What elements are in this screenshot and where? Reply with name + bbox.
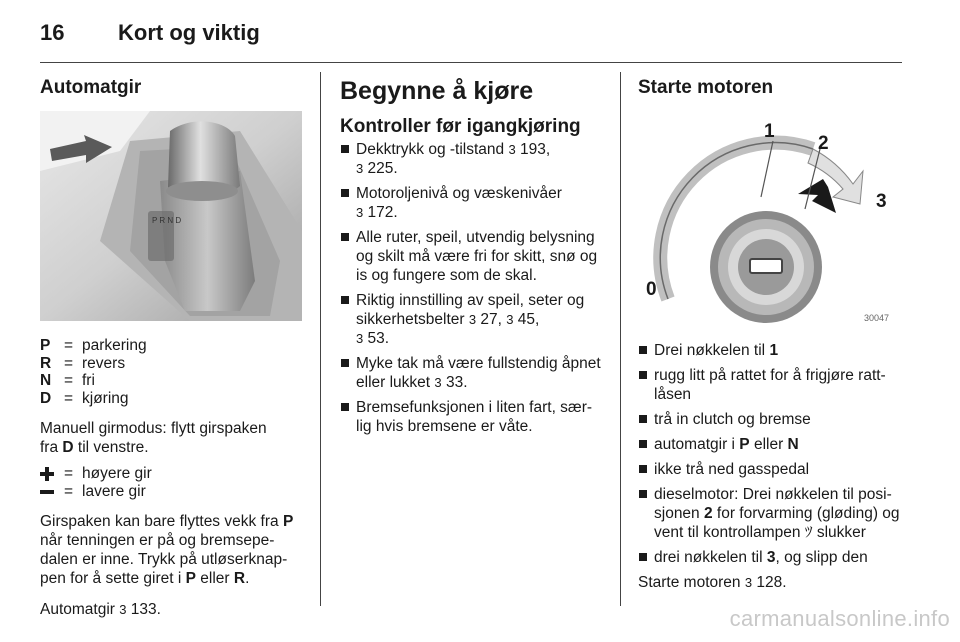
list-item: automatgir i P eller N	[638, 435, 902, 454]
page-ref-arrow-icon: 3	[356, 161, 364, 176]
gear-eq: =	[64, 354, 74, 372]
list-item: Drei nøkkelen til 1	[638, 341, 902, 360]
column-begynne	[340, 72, 608, 442]
gear-definition-list	[40, 337, 302, 407]
gear-key: R	[40, 354, 52, 372]
list-item: trå in clutch og bremse	[638, 410, 902, 429]
gear-key: D	[40, 389, 52, 407]
page-header	[40, 20, 260, 52]
minus-icon	[40, 483, 64, 500]
subsection-heading-kontroller: Kontroller før igangkjøring	[340, 116, 581, 137]
dial-label-0: 0	[646, 279, 657, 300]
list-item: Motoroljenivå og væskenivåer 3 172.	[340, 184, 608, 222]
list-item: drei nøkkelen til 3, og slipp den	[638, 548, 902, 567]
list-item: Dekktrykk og -tilstand 3 193, 3 225.	[340, 140, 608, 178]
list-item: Alle ruter, speil, utvendig belysning og skilt må være fri for skitt, snø og is og fungere som de skal.	[340, 228, 608, 285]
page-ref-arrow-icon: 3	[119, 602, 127, 617]
column-divider	[620, 72, 621, 606]
shift-row-minus: = lavere gir	[40, 483, 302, 501]
page-ref-arrow-icon: 3	[356, 205, 364, 220]
list-item: dieselmotor: Drei nøkkelen til posi- sjonen 2 for forvarming (gløding) og vent til kontrollampen ﾂ slukker	[638, 485, 902, 542]
page-ref-arrow-icon: 3	[434, 375, 442, 390]
starte-reference[interactable]: Starte motoren 3 128.	[638, 574, 787, 591]
gear-key: P	[40, 337, 51, 354]
page-ref-arrow-icon: 3	[356, 331, 364, 346]
watermark: carmanualsonline.info	[729, 606, 950, 631]
list-item: ikke trå ned gasspedal	[638, 460, 902, 479]
section-heading-automatgir: Automatgir	[40, 77, 142, 98]
page-ref-arrow-icon: 3	[506, 312, 514, 327]
manual-mode-text: Manuell girmodus: flytt girspaken fra D til venstre.	[40, 420, 267, 456]
gear-text: revers	[82, 354, 126, 372]
ignition-dial-illustration	[638, 109, 900, 329]
header-rule	[40, 62, 902, 63]
gear-text: parkering	[82, 337, 147, 354]
manual-shift-list	[40, 465, 302, 500]
dial-label-1: 1	[764, 121, 775, 142]
list-item: Myke tak må være fullstendig åpnet eller lukket 3 33.	[340, 354, 608, 392]
gear-row-d	[40, 390, 302, 408]
section-heading-starte: Starte motoren	[638, 77, 774, 98]
gear-text: kjøring	[82, 389, 129, 407]
gear-eq: =	[64, 337, 74, 354]
column-automatgir	[40, 72, 302, 619]
column-divider	[320, 72, 321, 606]
checklist	[340, 140, 608, 436]
gear-lever-photo	[40, 111, 302, 321]
glow-plug-icon: ﾂ	[804, 524, 813, 541]
image-code: 30047	[864, 313, 890, 323]
plus-icon	[40, 465, 64, 482]
dial-label-3: 3	[876, 191, 887, 212]
start-steps-list	[638, 341, 902, 567]
gear-text: fri	[82, 372, 95, 389]
list-item: Riktig innstilling av speil, seter og sikkerhetsbelter 3 27, 3 45, 3 53.	[340, 291, 608, 348]
page-number: 16	[40, 20, 65, 45]
list-item: Bremsefunksjonen i liten fart, sær- lig hvis bremsene er våte.	[340, 398, 608, 436]
shift-row-plus: = høyere gir	[40, 465, 302, 483]
list-item: rugg litt på rattet for å frigjøre ratt- låsen	[638, 366, 902, 404]
page-ref-arrow-icon: 3	[744, 575, 753, 590]
gear-eq: =	[64, 372, 74, 389]
gear-key: N	[40, 372, 52, 389]
section-title-begynne: Begynne å kjøre	[340, 77, 534, 105]
gear-eq: =	[64, 389, 74, 407]
lever-release-text: Girspaken kan bare flyttes vekk fra P når tenningen er på og bremsepe- dalen er inne. Trykk på utløserknap- pen for å sette giret i P eller R.	[40, 513, 294, 587]
dial-label-2: 2	[818, 133, 829, 154]
gear-row-n	[40, 372, 302, 390]
chapter-title: Kort og viktig	[118, 20, 260, 45]
gear-row-p	[40, 337, 302, 355]
page-ref-arrow-icon: 3	[468, 312, 477, 327]
svg-text:P R N D: P R N D	[152, 216, 182, 225]
page-ref-arrow-icon: 3	[508, 142, 516, 157]
column-starte	[638, 72, 902, 592]
gear-row-r	[40, 355, 302, 373]
automatgir-reference[interactable]: Automatgir 3 133.	[40, 601, 161, 618]
